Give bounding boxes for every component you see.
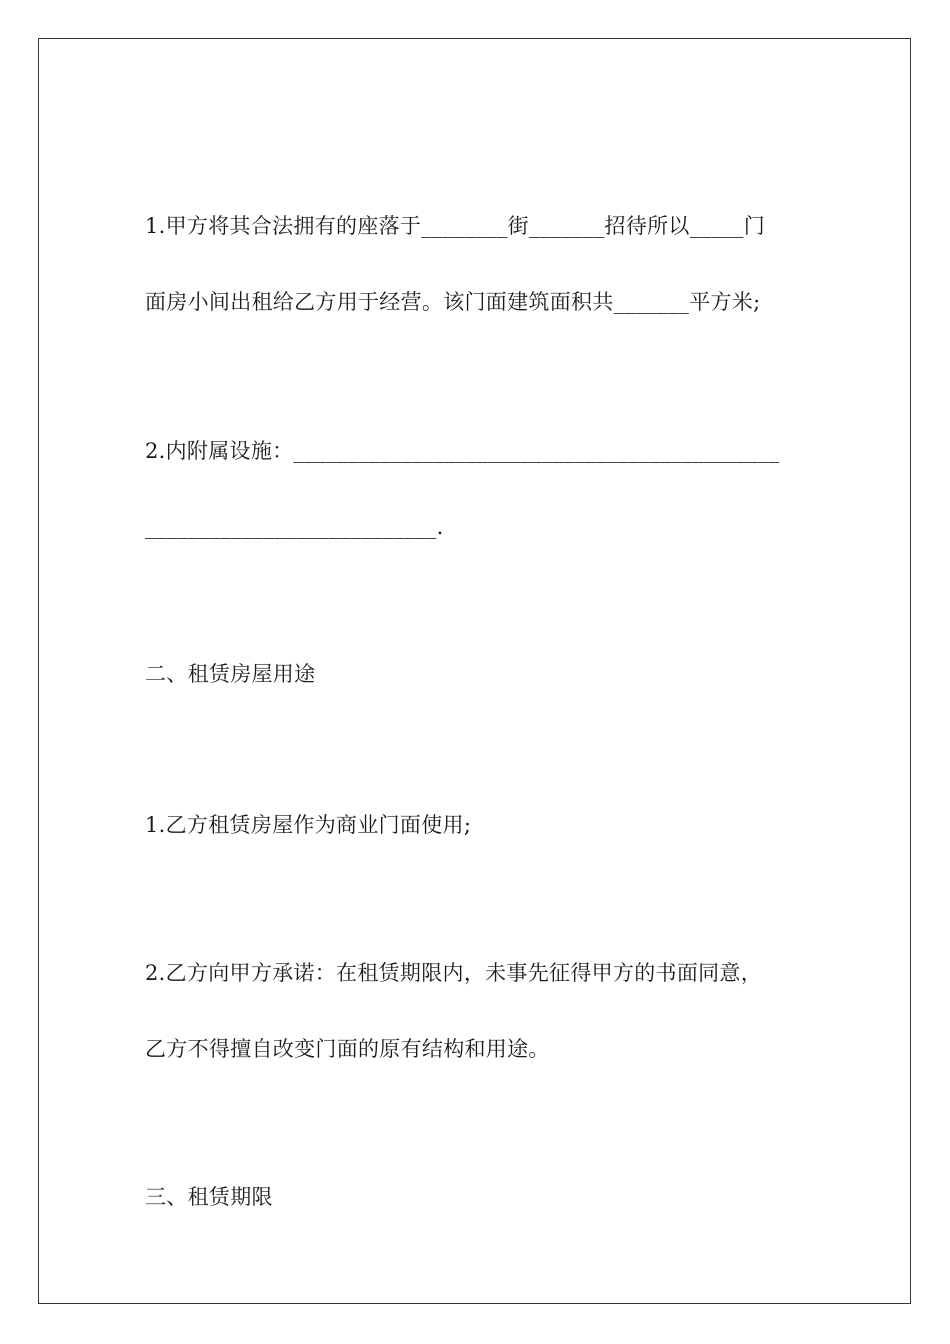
clause-1-1-line-1: 1.甲方将其合法拥有的座落于________街_______招待所以_____门 xyxy=(145,214,766,238)
clause-1-2-line-2: ___________________________. xyxy=(145,515,444,539)
clause-1-2-line-1: 2.内附属设施：_____________________________________________ xyxy=(145,439,780,463)
section-heading-2: 二、租赁房屋用途 xyxy=(145,662,316,686)
clause-1-1-line-2: 面房小间出租给乙方用于经营。该门面建筑面积共_______平方米; xyxy=(145,290,761,314)
clause-2-1: 1.乙方租赁房屋作为商业门面使用; xyxy=(145,813,472,837)
clause-2-2-line-1: 2.乙方向甲方承诺：在租赁期限内，未事先征得甲方的书面同意， xyxy=(145,961,763,985)
section-heading-3: 三、租赁期限 xyxy=(145,1185,273,1209)
clause-2-2-line-2: 乙方不得擅自改变门面的原有结构和用途。 xyxy=(145,1037,550,1061)
